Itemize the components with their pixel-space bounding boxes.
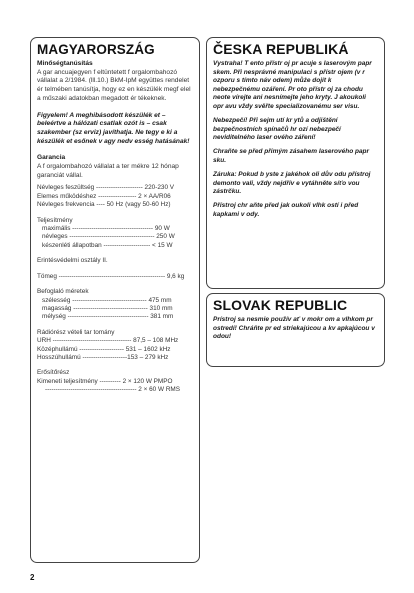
amp-line: Kimeneti teljesítmény ---------- 2 × 120 W PMPO bbox=[37, 377, 173, 385]
czech-section bbox=[206, 37, 385, 289]
czech-paragraph: Vystraha! T ento přístr oj pr acuje s laserovým papr skem. Při nesprávné manipulaci s přístr ojem (v r ozporu s tímto náv odem) můże dojít k nebezpečnému ozáření. Pr oto přístr oj za chodu neote vírejte ani nesnímejte jeho kryty. J akoukoli opr avu vždy svěřte specializovanému ser visu. bbox=[213, 60, 372, 110]
czech-paragraph: Záruka: Pokud b yste z jakéhok oli dův odu přístroj demonto vali, vždy nejdřív e vytáhněte síťo vou zástrčku. bbox=[213, 171, 371, 196]
amp-heading: Erősítőrész bbox=[37, 369, 70, 377]
guarantee-text: A f orgalombahozó vállalat a ter mékre 12 hónap garanciát vállal. bbox=[37, 163, 179, 179]
czech-paragraph: Přístroj chr aňte před jak oukoli vlhk ostí i před kapkami v ody. bbox=[213, 202, 359, 218]
warranty-heading: Minőségtanúsítás bbox=[37, 60, 93, 67]
warning-text: Figyelem! A meghibásodott készülék et – beleértve a hálózati csatlak ozót is – csak szakember (sz erviz) javíthatja. Ne tegy e ki a készülék et esőnek v agy nedv esség hatásának! bbox=[37, 111, 190, 145]
dimension-line: szélesség ----------------------------------- 475 mm bbox=[42, 296, 172, 304]
warranty-text: A gar ancuajegyen f eltüntetett f orgalombahozó vállalat a 2/1984. (lll.10.) BkM-IpM együttes rendelet ér telmében tanúsítja, hogy ez en készülék megf elel a műszaki adatokban megadott ér tékeknek. bbox=[37, 68, 191, 102]
czech-paragraph: Nebezpečí! Při sejm utí kr ytů a odjištění bezpečnostních spínačů hr ozí nebezpečí neviditelného laser ového záření! bbox=[213, 117, 341, 142]
radio-line: URH ------------------------------------- 87,5 – 108 MHz bbox=[37, 337, 179, 345]
slovak-title: SLOVAK REPUBLIC bbox=[213, 297, 348, 313]
guarantee-heading: Garancia bbox=[37, 154, 66, 162]
dimension-line: magasság ----------------------------------- 310 mm bbox=[42, 304, 173, 312]
spec-line: Névleges feszültség ---------------------- 220-230 V bbox=[37, 184, 175, 192]
power-line: maximális -------------------------------------- 90 W bbox=[42, 225, 170, 233]
radio-heading: Rádiórész vételi tar tomány bbox=[37, 328, 115, 336]
hungary-title: MAGYARORSZÁG bbox=[37, 42, 155, 57]
dimension-line: mélység -------------------------------------- 381 mm bbox=[42, 313, 174, 321]
slovak-paragraph: Prístroj sa nesmie použív ať v mokr om a vlhkom pr ostredí! Chráňte pr ed striekajúcou a kv apkajúcou v odou! bbox=[213, 316, 375, 341]
spec-line: Névleges frekvencia ---- 50 Hz (vagy 50-60 Hz) bbox=[37, 201, 171, 209]
hungary-section bbox=[30, 37, 200, 563]
amp-line: ------------------------------------------- 2 × 60 W RMS bbox=[45, 386, 181, 394]
radio-line: Középhullámú --------------------- 531 – 1602 kHz bbox=[37, 345, 171, 353]
czech-title: ČESKA REPUBLIKÁ bbox=[213, 41, 349, 57]
czech-paragraph: Chraňte se před přímým zásahem laserového papr sku. bbox=[213, 148, 370, 164]
radio-line: Hosszúhullámú ---------------------153 – 279 kHz bbox=[37, 353, 169, 361]
power-line: készenléti állapotban ---------------------- < 15 W bbox=[42, 241, 173, 249]
protection-class: Érintésvédelmi osztály II. bbox=[37, 257, 108, 265]
power-line: névleges ---------------------------------------- 250 W bbox=[42, 233, 175, 241]
dimensions-heading: Befoglaló méretek bbox=[37, 288, 89, 296]
weight-line: Tömeg -------------------------------------------------- 9,6 kg bbox=[37, 272, 185, 280]
power-heading: Teljesítmény bbox=[37, 216, 73, 224]
slovak-section bbox=[206, 293, 385, 367]
spec-line: Elemes működéshez ------------------ 2 × AA/R06 bbox=[37, 192, 171, 200]
page-number: 2 bbox=[30, 573, 35, 582]
